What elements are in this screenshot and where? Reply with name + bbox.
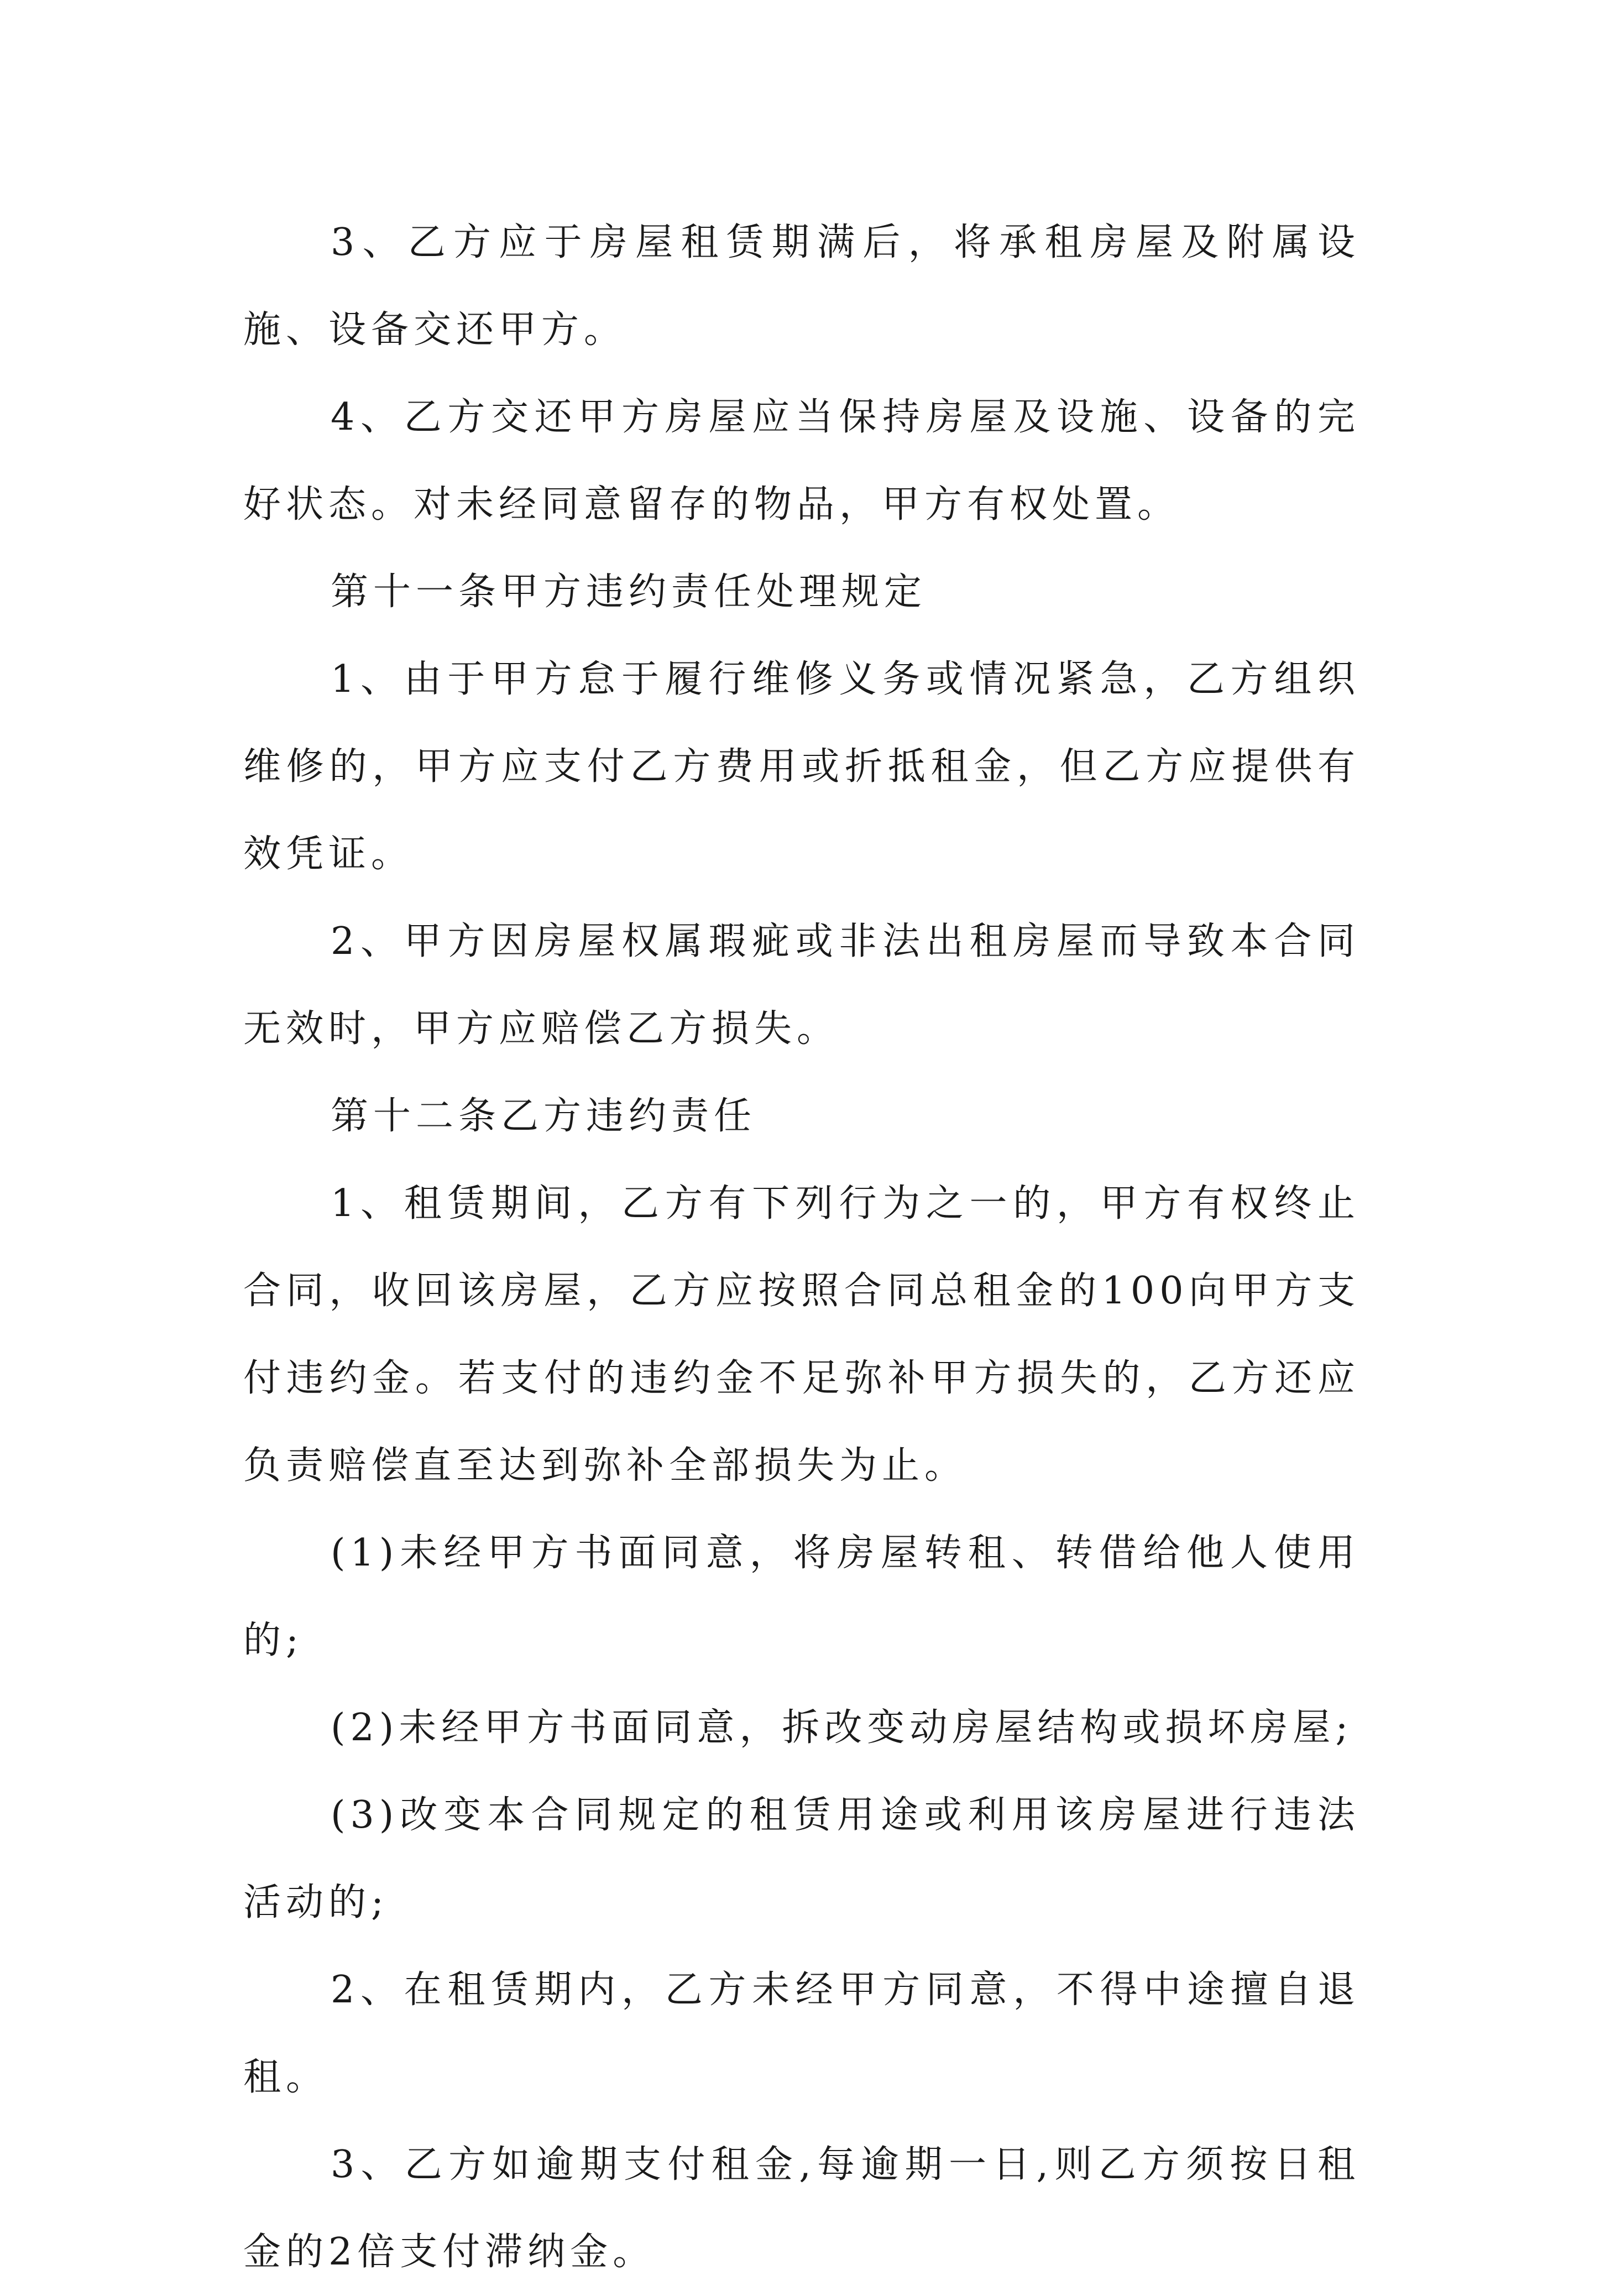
- clause-paragraph: 1、由于甲方怠于履行维修义务或情况紧急，乙方组织维修的，甲方应支付乙方费用或折抵租金，但乙方应提供有效凭证。: [243, 658, 1360, 876]
- article-heading: 第十一条甲方违约责任处理规定: [331, 570, 927, 614]
- clause-paragraph: 2、甲方因房屋权属瑕疵或非法出租房屋而导致本合同无效时，甲方应赔偿乙方损失。: [243, 920, 1360, 1051]
- clause-paragraph: 4、乙方交还甲方房屋应当保持房屋及设施、设备的完好状态。对未经同意留存的物品，甲方有权处置。: [243, 395, 1360, 526]
- clause-paragraph: 2、在租赁期内，乙方未经甲方同意，不得中途擅自退租。: [243, 1968, 1360, 2099]
- sub-clause-paragraph: (1)未经甲方书面同意，将房屋转租、转借给他人使用的;: [243, 1531, 1360, 1662]
- sub-clause-paragraph: (2)未经甲方书面同意，拆改变动房屋结构或损坏房屋;: [331, 1706, 1353, 1750]
- clause-paragraph: 3、乙方如逾期支付租金,每逾期一日,则乙方须按日租金的2倍支付滞纳金。: [243, 2143, 1360, 2274]
- clause-paragraph: 3、乙方应于房屋租赁期满后，将承租房屋及附属设施、设备交还甲方。: [243, 221, 1360, 352]
- clause-paragraph: 1、租赁期间，乙方有下列行为之一的，甲方有权终止合同，收回该房屋，乙方应按照合同总租金的100向甲方支付违约金。若支付的违约金不足弥补甲方损失的，乙方还应负责赔偿直至达到弥补全部损失为止。: [243, 1182, 1360, 1488]
- document-body: [243, 199, 1360, 2296]
- article-heading: 第十二条乙方违约责任: [331, 1094, 757, 1138]
- sub-clause-paragraph: (3)改变本合同规定的租赁用途或利用该房屋进行违法活动的;: [243, 1793, 1360, 1924]
